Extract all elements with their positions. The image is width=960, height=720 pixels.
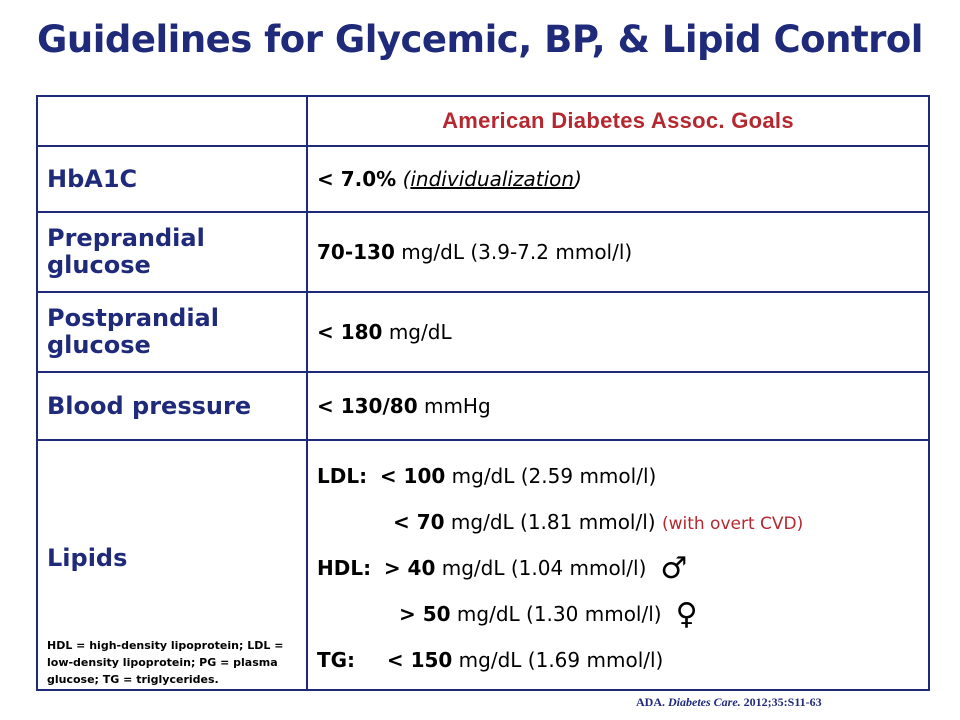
lipid-line-hdl-2 (317, 591, 928, 637)
male-symbol-icon: ♂ (660, 551, 688, 586)
table-row-lipids (37, 440, 929, 690)
hdl1-units: mg/dL (1.04 mmol/l) (435, 556, 647, 580)
ldl2-target: < 70 (393, 510, 445, 534)
header-row (37, 96, 929, 146)
female-symbol-icon: ♀ (675, 597, 698, 632)
row-value-hba1c: < 7.0% (individualization) (307, 146, 929, 212)
row-label-lipids-cell (37, 440, 307, 690)
row-label-bp: Blood pressure (37, 372, 307, 440)
hdl1-target: > 40 (383, 556, 436, 580)
ldl1-units: mg/dL (2.59 mmol/l) (445, 464, 657, 488)
row-label-lipids: Lipids (47, 544, 128, 572)
table-row-preprandial (37, 212, 929, 292)
citation-suffix: 2012;35:S11-63 (740, 695, 822, 709)
abbreviation-footnote: HDL = high-density lipoprotein; LDL = low-density lipoprotein; PG = plasma glucose; TG = triglycerides. (47, 639, 284, 686)
hdl2-units: mg/dL (1.30 mmol/l) (450, 602, 662, 626)
row-value-lipids (307, 440, 929, 690)
citation (636, 695, 822, 710)
lipid-line-hdl-1 (317, 545, 928, 591)
table-row-hba1c (37, 146, 929, 212)
tg-target: < 150 (386, 648, 453, 672)
lipid-line-ldl-1 (317, 453, 928, 499)
lipid-line-ldl-2 (317, 499, 928, 545)
postprandial-units: mg/dL (382, 320, 452, 344)
preprandial-units: mg/dL (3.9-7.2 mmol/l) (394, 240, 633, 264)
postprandial-target: < 180 (317, 320, 383, 344)
slide-title: Guidelines for Glycemic, BP, & Lipid Control (37, 18, 923, 61)
preprandial-target: 70-130 (317, 240, 395, 264)
bp-units: mmHg (417, 394, 491, 418)
table-row-bp (37, 372, 929, 440)
goals-table (36, 95, 930, 691)
ldl1-target: < 100 (379, 464, 446, 488)
tg-label: TG: (317, 648, 356, 672)
tg-units: mg/dL (1.69 mmol/l) (452, 648, 664, 672)
ldl2-units: mg/dL (1.81 mmol/l) (444, 510, 656, 534)
lipid-line-tg (317, 637, 928, 683)
row-label-preprandial: Preprandial glucose (37, 212, 307, 292)
row-value-preprandial (307, 212, 929, 292)
row-value-postprandial (307, 292, 929, 372)
row-label-hba1c: HbA1C (37, 146, 307, 212)
citation-prefix: ADA. (636, 695, 668, 709)
header-empty-cell (37, 96, 307, 146)
hdl2-target: > 50 (399, 602, 451, 626)
ldl-label: LDL: (317, 464, 368, 488)
hba1c-note: individualization (410, 167, 575, 191)
hba1c-target: < 7.0% (317, 167, 397, 191)
row-value-bp (307, 372, 929, 440)
ldl2-cvd-note: (with overt CVD) (661, 514, 804, 534)
goals-header: American Diabetes Assoc. Goals (307, 96, 929, 146)
row-label-postprandial: Postprandial glucose (37, 292, 307, 372)
hdl-label: HDL: (317, 556, 372, 580)
bp-target: < 130/80 (317, 394, 418, 418)
citation-journal: Diabetes Care. (668, 695, 741, 709)
table-row-postprandial (37, 292, 929, 372)
